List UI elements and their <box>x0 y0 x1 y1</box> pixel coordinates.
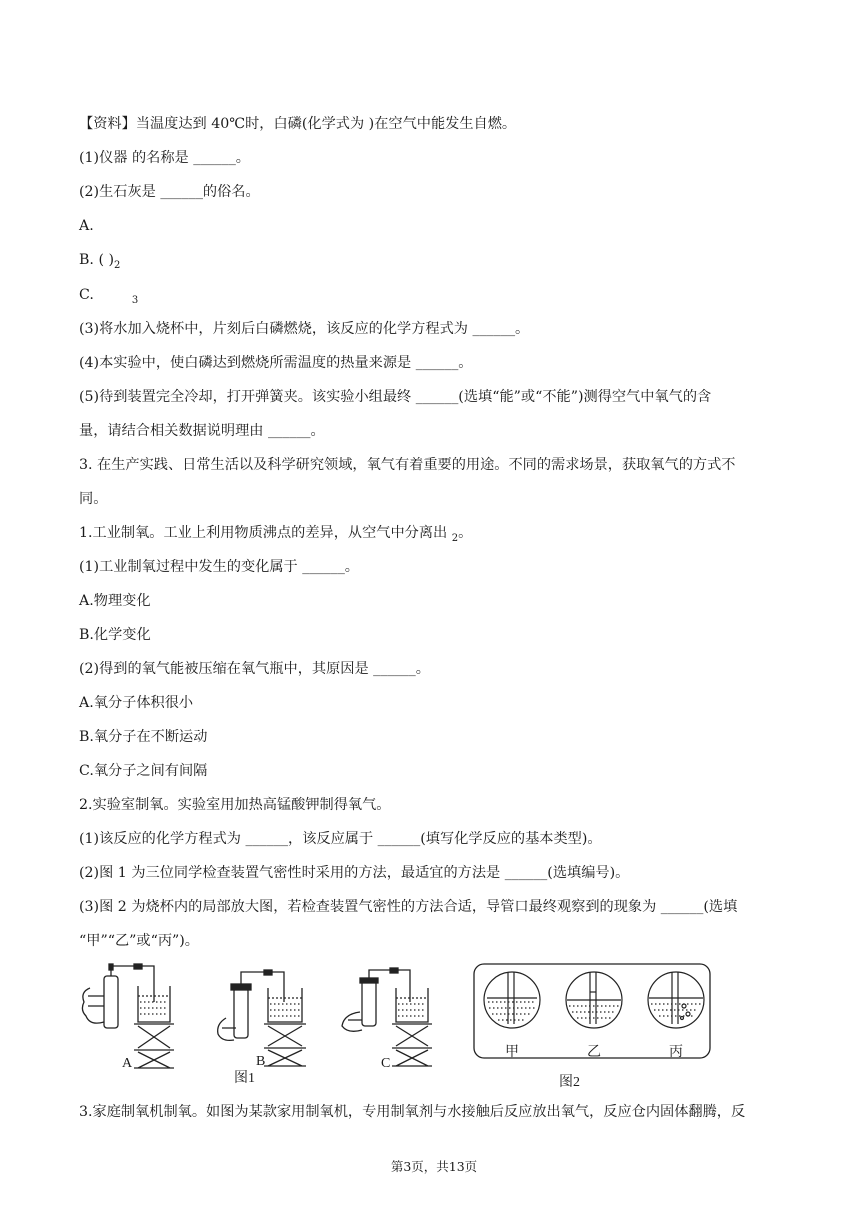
text-line: B.化学变化 <box>79 627 151 643</box>
text-line <box>79 523 472 545</box>
punctuation: 。 <box>458 525 473 541</box>
text-line: 量，请结合相关数据说明理由 ______。 <box>79 423 325 439</box>
text-line: 同。 <box>79 491 108 507</box>
apparatus-b <box>218 970 306 1066</box>
text-line: “甲”“乙”或“丙”)。 <box>79 933 199 949</box>
text-line: 【资料】当温度达到 40℃时，白磷(化学式为 )在空气中能发生自燃。 <box>79 116 517 132</box>
text-line: 2.实验室制氧。实验室用加热高锰酸钾制得氧气。 <box>79 797 391 813</box>
option-c: C. <box>79 287 94 303</box>
figure-2-label-bing: 丙 <box>669 1045 683 1060</box>
text-line <box>79 285 138 307</box>
subscript: 2 <box>451 533 459 544</box>
subscript: 3 <box>131 295 139 306</box>
figure-1-caption: 图1 <box>234 1071 255 1086</box>
figure-2-caption: 图2 <box>559 1075 580 1090</box>
figure-2-label-jia: 甲 <box>505 1045 519 1060</box>
industrial-oxygen: 1.工业制氧。工业上利用物质沸点的差异，从空气中分离出 <box>79 525 452 541</box>
text-line: 3.家庭制氧机制氧。如图为某款家用制氧机，专用制氧剂与水接触后反应放出氧气，反应仓内固体翻腾，反 <box>79 1104 746 1120</box>
text-line: A.氧分子体积很小 <box>79 695 194 711</box>
text-line: 3. 在生产实践、日常生活以及科学研究领域，氧气有着重要的用途。不同的需求场景，获取氧气的方式不 <box>79 457 736 473</box>
apparatus-c <box>342 968 432 1066</box>
view-jia <box>484 972 540 1028</box>
figure-2-label-yi: 乙 <box>587 1045 601 1060</box>
view-bing <box>648 972 704 1028</box>
text-line: B.氧分子在不断运动 <box>79 729 208 745</box>
text-line: (2)图 1 为三位同学检查装置气密性时采用的方法，最适宜的方法是 ______(选填编号)。 <box>79 865 630 881</box>
figure-1-label-a: A <box>122 1056 133 1071</box>
text-line: (3)将水加入烧杯中，片刻后白磷燃烧，该反应的化学方程式为 ______。 <box>79 321 530 337</box>
text-line: (5)待到装置完全冷却，打开弹簧夹。该实验小组最终 ______(选填“能”或“不能”)测得空气中氧气的含 <box>79 389 712 405</box>
apparatus-a <box>82 964 174 1068</box>
text-line: A. <box>79 218 94 234</box>
subscript: 2 <box>114 260 121 271</box>
text-line <box>79 250 120 272</box>
page-footer: 第3页，共13页 <box>390 1159 478 1174</box>
text-line: A.物理变化 <box>79 593 151 609</box>
text-line: (2)生石灰是 ______的俗名。 <box>79 184 260 200</box>
figure-1-label-c: C <box>381 1056 391 1071</box>
view-yi <box>566 972 622 1028</box>
text-line: (2)得到的氧气能被压缩在氧气瓶中，其原因是 ______。 <box>79 661 430 677</box>
figure-1-label-b: B <box>256 1054 266 1069</box>
text-line: (1)仪器 的名称是 ______。 <box>79 150 250 166</box>
text-line: (1)该反应的化学方程式为 ______，该反应属于 ______(填写化学反应的基本类型)。 <box>79 831 602 847</box>
text-line: (4)本实验中，使白磷达到燃烧所需温度的热量来源是 ______。 <box>79 355 473 371</box>
figure-1 <box>76 962 456 1082</box>
text-line: C.氧分子之间有间隔 <box>79 763 208 779</box>
text-line: (1)工业制氧过程中发生的变化属于 ______。 <box>79 559 359 575</box>
text-line: (3)图 2 为烧杯内的局部放大图，若检查装置气密性的方法合适，导管口最终观察到的现象为 ______(选填 <box>79 899 738 915</box>
option-b: B. ( ) <box>79 252 115 268</box>
